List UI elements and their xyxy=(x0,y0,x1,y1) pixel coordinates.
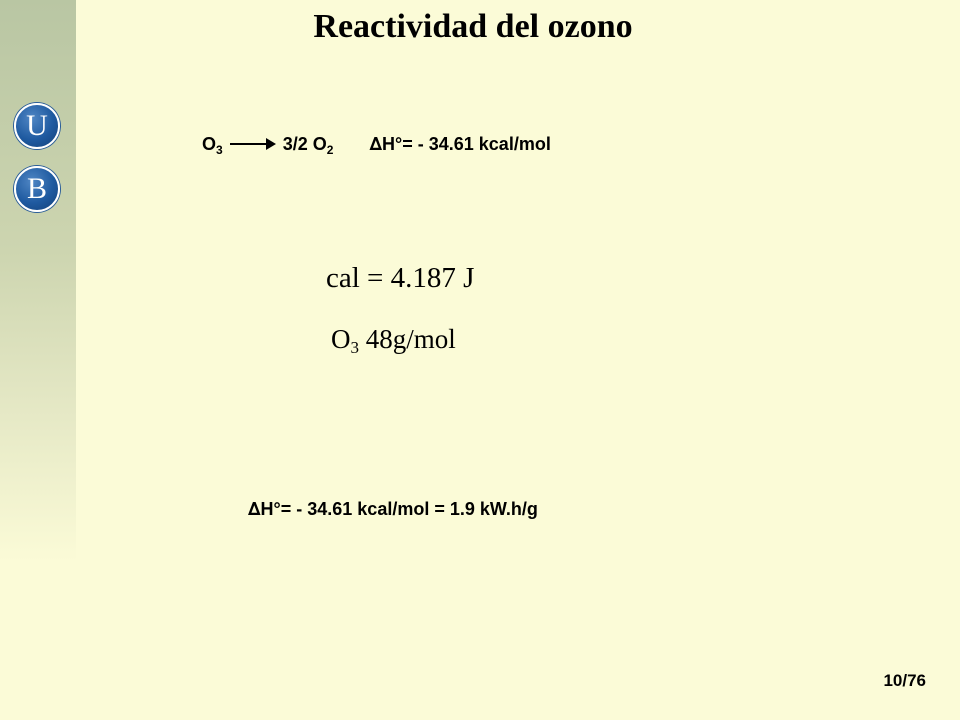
reaction-enthalpy: H°= - 34.61 kcal/mol xyxy=(382,134,551,154)
logo-u: U xyxy=(14,103,60,149)
calorie-conversion: cal = 4.187 J xyxy=(326,262,475,294)
molar-mass-subscript: 3 xyxy=(350,338,359,357)
delta-symbol: ∆ xyxy=(369,134,383,155)
molar-mass-value: 48g/mol xyxy=(365,324,456,354)
reaction-equation xyxy=(202,134,551,157)
reaction-arrow-icon xyxy=(230,143,274,145)
product: 3/2 O xyxy=(282,134,327,154)
product-subscript: 2 xyxy=(326,143,334,157)
result-text: H°= - 34.61 kcal/mol = 1.9 kW.h/g xyxy=(260,499,538,519)
energy-result xyxy=(248,499,538,520)
reactant-subscript: 3 xyxy=(216,143,223,157)
result-delta-symbol: ∆ xyxy=(248,499,261,520)
slide-title: Reactividad del ozono xyxy=(313,8,633,45)
logo-b: B xyxy=(14,166,60,212)
page-number: 10/76 xyxy=(883,671,926,690)
reactant: O xyxy=(202,134,217,154)
left-decorative-band xyxy=(0,0,76,720)
molar-mass-symbol: O xyxy=(331,324,351,354)
ozone-molar-mass xyxy=(331,324,456,358)
